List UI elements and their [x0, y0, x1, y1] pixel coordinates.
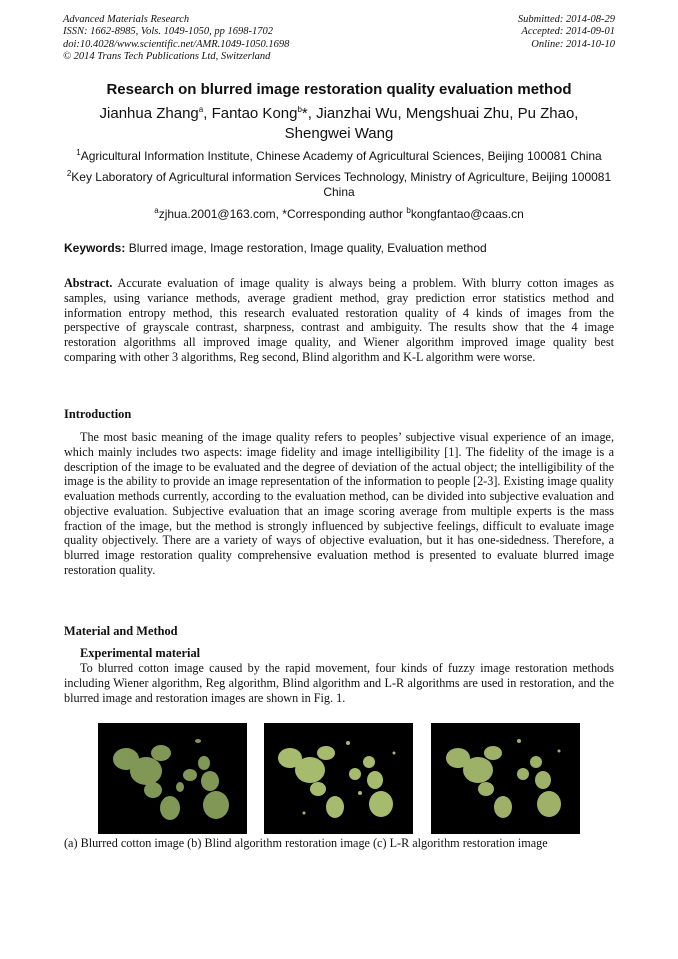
author-name: Jianhua Zhang — [99, 105, 199, 122]
affiliation-text: Agricultural Information Institute, Chinese Academy of Agricultural Sciences, Beijing 100081 China — [80, 149, 602, 163]
email-line — [64, 207, 614, 222]
abstract — [64, 276, 614, 365]
accepted-date: Accepted: 2014-09-01 — [521, 26, 615, 38]
email-text: kongfantao@caas.cn — [410, 207, 524, 221]
figure-image-blurred — [98, 723, 247, 834]
header-right — [518, 14, 615, 51]
affiliation-sup: 2 — [66, 169, 72, 178]
keywords — [64, 241, 614, 255]
journal-name: Advanced Materials Research — [63, 14, 190, 25]
affiliation-sup: 1 — [76, 148, 81, 157]
keywords-text: Blurred image, Image restoration, Image quality, Evaluation method — [125, 241, 487, 255]
author-list — [70, 104, 608, 144]
online-date: Online: 2014-10-10 — [531, 38, 615, 50]
header-left — [63, 14, 289, 63]
figure-image-lr — [431, 723, 580, 834]
affiliation-text: Key Laboratory of Agricultural information Services Technology, Ministry of Agriculture, Beijing 100081 China — [71, 170, 612, 199]
cotton-leaves-image — [264, 723, 413, 834]
paper-title: Research on blurred image restoration quality evaluation method — [106, 81, 572, 98]
doi-line: doi:10.4028/www.scientific.net/AMR.1049-1050.1698 — [63, 38, 290, 50]
cotton-leaves-image — [431, 723, 580, 834]
affiliation-1 — [64, 149, 614, 164]
cotton-leaves-image — [98, 723, 247, 834]
email-sup: b — [406, 206, 411, 215]
method-paragraph: To blurred cotton image caused by the rapid movement, four kinds of fuzzy image restoration methods including Wiener algorithm, Reg algorithm, Blind algorithm and L-R algorithms are used in restoration, and the blurred image and restoration images are shown in Fig. 1. — [64, 661, 614, 705]
affiliation-2 — [64, 170, 614, 200]
abstract-label: Abstract. — [64, 276, 113, 290]
subsection-heading-material: Experimental material — [80, 646, 201, 660]
author-names: *, Jianzhai Wu, Mengshuai Zhu, Pu Zhao, — [301, 105, 579, 122]
author-name: , Fantao Kong — [203, 105, 298, 122]
author-names-line2: Shengwei Wang — [284, 125, 394, 142]
section-heading-introduction: Introduction — [64, 407, 132, 421]
keywords-label: Keywords: — [64, 241, 126, 255]
author-sup: b — [297, 105, 302, 114]
figure-image-blind — [264, 723, 413, 834]
introduction-paragraph: The most basic meaning of the image quality refers to peoples’ subjective visual experience of an image, which mainly includes two aspects: image fidelity and image intelligibility [1]. The fidelity of the image is a description of the image to be evaluated and the degree of deviation of the actual object; the intelligibility of the image is the ability to provide an image representation of the information to people [2-3]. Existing image quality evaluation methods currently, according to the evaluation method, can be divided into subjective evaluation and objective evaluation. Subjective evaluation that an image scoring average from multiple experts is the mass fraction of the image, but the method is strongly influenced by subjective feelings, difficult to evaluate image quality objectively. There are a variety of ways of objective evaluation, but it has one-sidedness. Therefore, a blurred image restoration quality comprehensive evaluation method is presented to evaluate blurred image restoration quality. — [64, 430, 614, 577]
abstract-text: Accurate evaluation of image quality is always being a problem. With blurry cotton images as samples, using variance methods, average gradient method, gray prediction error statistics method and information entropy method, this research evaluated restoration quality of 4 kinds of images from the perspective of grayscale contrast, sharpness, contrast and ambiguity. The results show that the 4 image restoration algorithms all improved image quality, and Wiener algorithm improved image quality best comparing with other 3 algorithms, Reg second, Blind algorithm and K-L algorithm were worse. — [64, 276, 614, 364]
figure-caption: (a) Blurred cotton image (b) Blind algorithm restoration image (c) L-R algorithm restoration image — [64, 836, 548, 850]
submitted-date: Submitted: 2014-08-29 — [517, 14, 615, 25]
section-heading-method: Material and Method — [64, 624, 178, 638]
copyright-line: © 2014 Trans Tech Publications Ltd, Switzerland — [63, 50, 271, 62]
issn-line: ISSN: 1662-8985, Vols. 1049-1050, pp 1698-1702 — [63, 26, 273, 38]
email-sup: a — [154, 206, 159, 215]
author-sup: a — [198, 105, 204, 114]
email-text: zjhua.2001@163.com, *Corresponding author — [158, 207, 407, 221]
